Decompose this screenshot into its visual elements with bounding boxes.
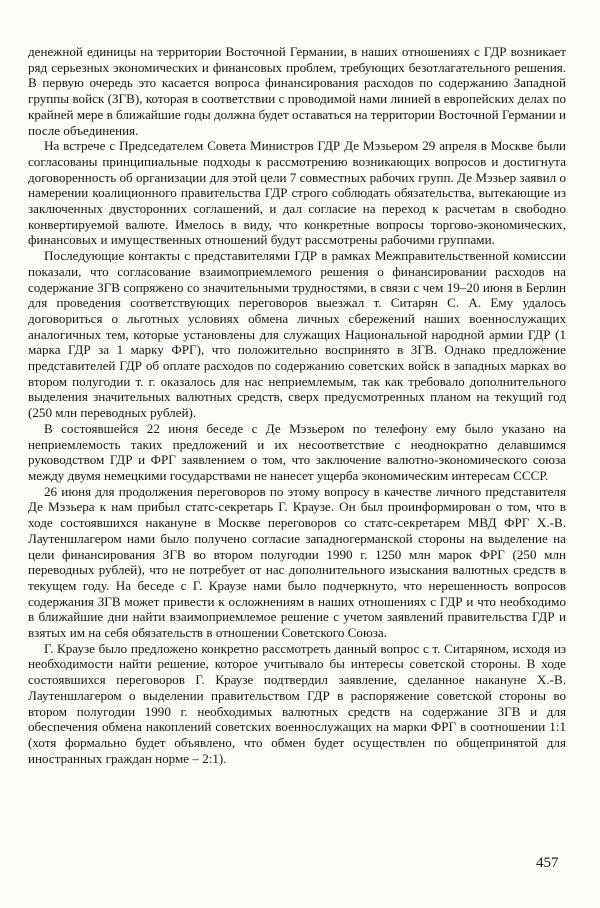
paragraph-2: На встрече с Председателем Совета Министров ГДР Де Мэзьером 29 апреля в Москве были согласованы принципиальные подходы к рассмотрению возникающих вопросов и достигнута договоренность об организации для этой цели 7 совместных рабочих групп. Де Мэзьер заявил о намерении коалиционного правительства ГДР строго соблюдать обязательства, вытекающие из заключенных двусторонних соглашений, и дал согласие на переход к расчетам в свободно конвертируемой валюте. Имелось в виду, что конкретные вопросы торгово-экономических, финансовых и имущественных отношений будут рассмотрены рабочими группами. (28, 138, 566, 248)
page-number: 457 (536, 855, 559, 871)
body-text (28, 44, 566, 766)
paragraph-5: 26 июня для продолжения переговоров по этому вопросу в качестве личного представителя Де Мэзьера к нам прибыл статс-секретарь Г. Краузе. Он был проинформирован о том, что в ходе состоявшихся накануне в Москве переговоров со статс-секретарем МВД ФРГ Х.-В. Лаутеншлагером нами было получено согласие западногерманской стороны на выделение на цели финансирования ЗГВ во втором полугодии 1990 г. 1250 млн марок ФРГ (250 млн переводных рублей), что не потребует от нас дополнительного изыскания валютных средств в текущем году. На беседе с Г. Краузе нами было подчеркнуто, что нерешенность вопросов содержания ЗГВ может привести к осложнениям в наших отношениях с ГДР и что необходимо в ближайшие дни найти взаимоприемлемое решение с учетом заявлений правительства ГДР и взятых им на себя обязательств в отношении Советского Союза. (28, 483, 566, 641)
paragraph-1: денежной единицы на территории Восточной Германии, в наших отношениях с ГДР возникает ряд серьезных экономических и финансовых проблем, требующих безотлагательного решения. В первую очередь это касается вопроса финансирования расходов по содержанию Западной группы войск (ЗГВ), которая в соответствии с проводимой нами линией в европейских делах по крайней мере в ближайшие годы должна будет оставаться на территории Восточной Германии и после объединения. (28, 44, 566, 138)
paragraph-4: В состоявшейся 22 июня беседе с Де Мэзьером по телефону ему было указано на неприемлемость таких предложений и их несоответствие с неоднократно делавшимся руководством ГДР и ФРГ заявлением о том, что заключение валютно-экономического союза между двумя немецкими государствами не нанесет ущерба экономическим интересам СССР. (28, 420, 566, 483)
paragraph-6: Г. Краузе было предложено конкретно рассмотреть данный вопрос с т. Ситаряном, исходя из необходимости найти решение, которое учитывало бы интересы советской стороны. В ходе состоявшихся переговоров Г. Краузе подтвердил заявление, сделанное накануне Х.-В. Лаутеншлагером о выделении правительством ГДР в распоряжение советской стороны во втором полугодии 1990 г. необходимых валютных средств на содержание ЗГВ и для обеспечения обмена накоплений советских военнослужащих на марки ФРГ в соотношении 1:1 (хотя формально будет объявлено, что обмен будет осуществлен по общепринятой для иностранных граждан норме – 2:1). (28, 640, 566, 766)
paragraph-3: Последующие контакты с представителями ГДР в рамках Межправительственной комиссии показали, что согласование взаимоприемлемого решения о финансировании расходов на содержание ЗГВ сопряжено со значительными трудностями, в связи с чем 19–20 июня в Берлин для проведения соответствующих переговоров выезжал т. Ситарян С. А. Ему удалось договориться о льготных условиях обмена личных сбережений наших военнослужащих аналогичных тем, которые установлены для служащих Национальной народной армии ГДР (1 марка ГДР за 1 марку ФРГ), что положительно воспринято в ЗГВ. Однако предложение представителей ГДР об оплате расходов по содержанию советских войск в западных марках во втором полугодии т. г. оказалось для нас неприемлемым, так как требовало дополнительного выделения значительных валютных средств, сверх предусмотренных планом на текущий год (250 млн переводных рублей). (28, 248, 566, 421)
